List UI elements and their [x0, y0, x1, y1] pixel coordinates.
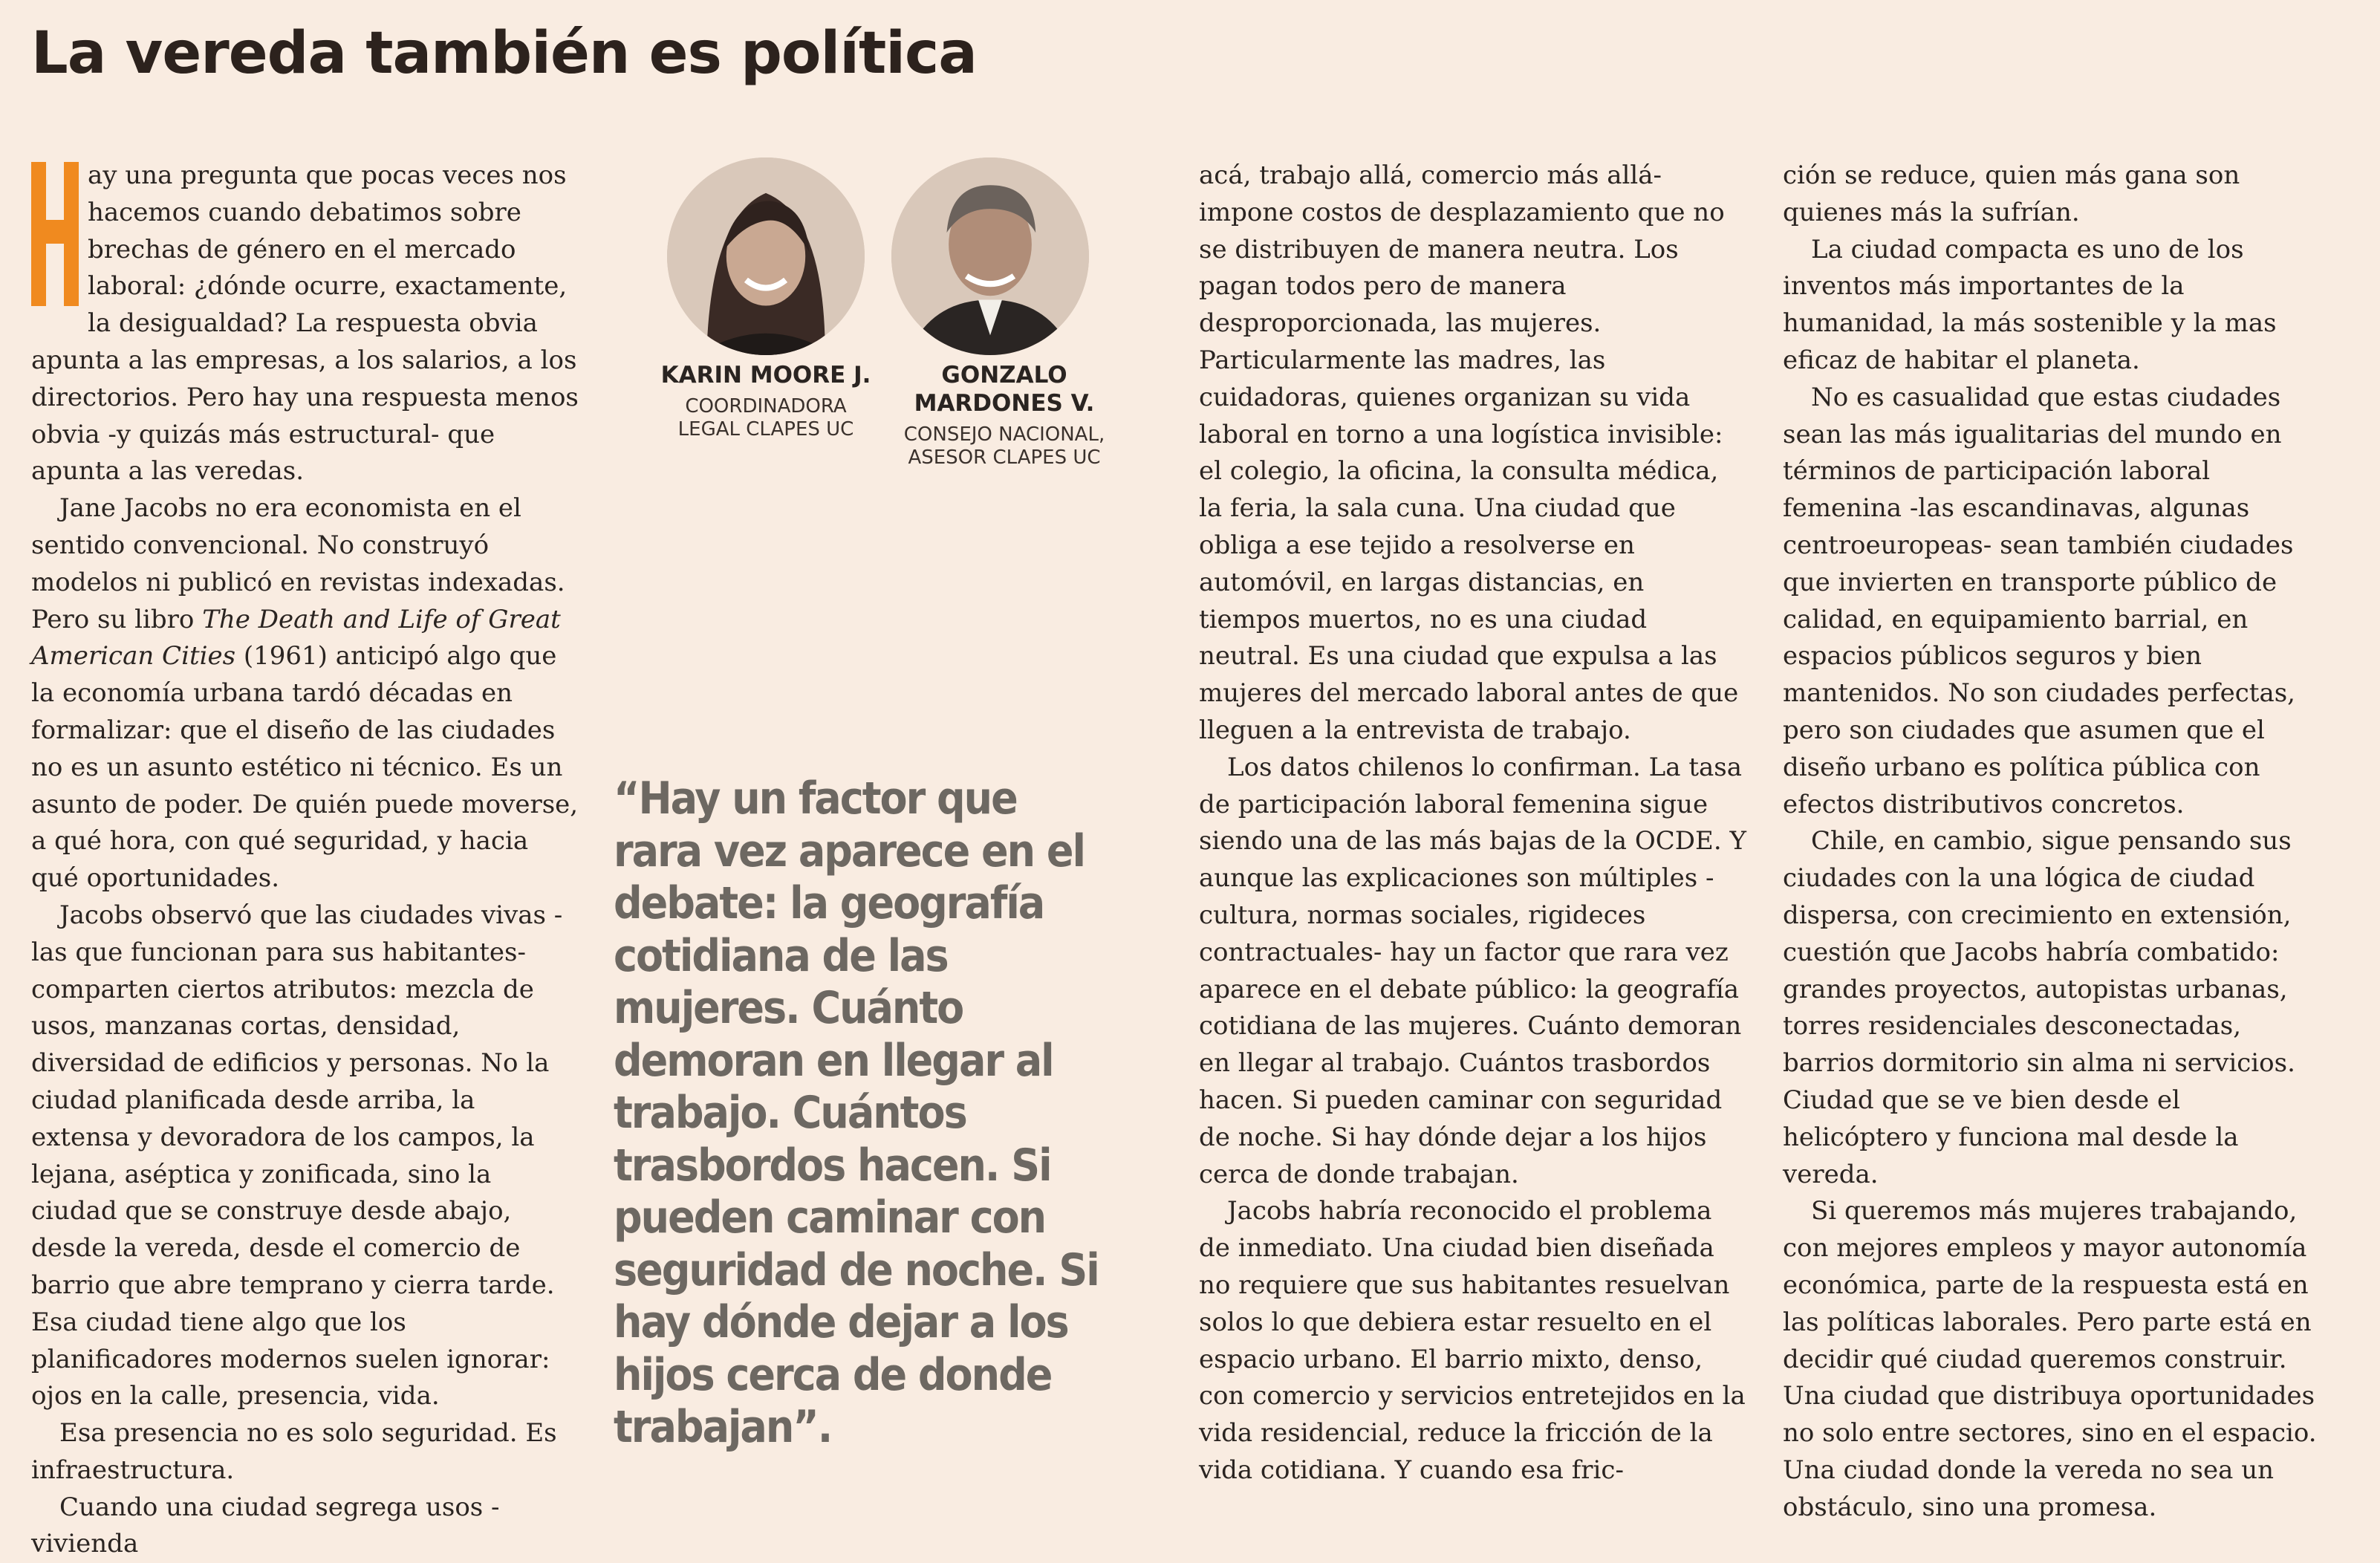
author-photo-gonzalo — [891, 157, 1089, 355]
article-column-1 — [31, 157, 581, 1563]
paragraph: acá, trabajo allá, comercio más allá- impone costos de desplazamiento que no se distribuyen de manera neutra. Los pagan todos pero de manera desproporcionada, las mujeres. Particularmente las madres, las cuidadoras, quienes organizan su vida laboral en torno a una logística invisible: el colegio, la oficina, la consulta médica, la feria, la sala cuna. Una ciudad que obliga a ese tejido a resolverse en automóvil, en largas distancias, en tiempos muertos, no es una ciudad neutral. Es una ciudad que expulsa a las mujeres del mercado laboral antes de que lleguen a la entrevista de trabajo. — [1199, 160, 1739, 745]
pull-quote: “Hay un factor que rara vez aparece en el debate: la geografía cotidiana de las mujeres. Cuánto demoran en llegar al trabajo. Cuántos trasbordos hacen. Si pueden caminar con seguridad de noche. Si hay dónde dejar a los hijos cerca de donde trabajan”. — [614, 773, 1099, 1453]
paragraph: Jane Jacobs no era economista en el sentido convencional. No construyó modelos ni publicó en revistas indexadas. Pero su libro The Death and Life of Great American Cities (1961) anticipó algo que la economía urbana tardó décadas en formalizar: que el diseño de las ciudades no es un asunto estético ni técnico. Es un asunto de poder. De quién puede moverse, a qué hora, con qué seguridad, y hacia qué oportunidades. — [31, 493, 579, 894]
article-title: La vereda también es política — [31, 20, 977, 87]
paragraph: Si queremos más mujeres trabajando, con mejores empleos y mayor autonomía económica, parte de la respuesta está en las políticas laborales. Pero parte está en decidir qué ciudad queremos construir. Una ciudad que distribuya oportunidades no solo entre sectores, sino en el espacio. Una ciudad donde la vereda no sea un obstáculo, sino una promesa. — [1783, 1196, 2317, 1522]
paragraph: ay una pregunta que pocas veces nos hacemos cuando debatimos sobre brechas de género en el mercado laboral: ¿dónde ocurre, exactamente, la desigualdad? La respuesta obvia apunta a las empresas, a los salarios, a los directorios. Pero hay una respuesta menos obvia -y quizás más estructural- que apunta a las veredas. — [31, 160, 579, 487]
portrait-woman-icon — [667, 157, 865, 355]
author-name: GONZALO MARDONES V. — [914, 362, 1095, 417]
author-name: KARIN MOORE J. — [660, 362, 871, 389]
paragraph: Jacobs habría reconocido el problema de inmediato. Una ciudad bien diseñada no requiere que sus habitantes resuelvan solos lo que debiera estar resuelto en el espacio urbano. El barrio mixto, denso, con comercio y servicios entretejidos en la vida residencial, reduce la fricción de la vida cotidiana. Y cuando esa fric- — [1199, 1196, 1746, 1485]
book-title: The Death and Life of Great American Cities — [31, 604, 561, 672]
portrait-man-icon — [891, 157, 1089, 355]
dropcap — [31, 162, 79, 306]
paragraph: Cuando una ciudad segrega usos -vivienda — [31, 1492, 500, 1559]
paragraph: Jacobs observó que las ciudades vivas -las que funcionan para sus habitantes- comparten ciertos atributos: mezcla de usos, manzanas cortas, densidad, diversidad de edificios y personas. No la ciudad planificada desde arriba, la extensa y devoradora de los campos, la lejana, aséptica y zonificada, sino la ciudad que se construye desde abajo, desde la vereda, desde el comercio de barrio que abre temprano y cierra tarde. Esa ciudad tiene algo que los planificadores modernos suelen ignorar: ojos en la calle, presencia, vida. — [31, 900, 563, 1411]
author-karin — [646, 361, 885, 441]
paragraph: Los datos chilenos lo confirman. La tasa de participación laboral femenina sigue siendo una de las más bajas de la OCDE. Y aunque las explicaciones son múltiples -cultura, normas sociales, rigideces contractuales- hay un factor que rara vez aparece en el debate público: la geografía cotidiana de las mujeres. Cuánto demoran en llegar al trabajo. Cuántos trasbordos hacen. Si pueden caminar con seguridad de noche. Si hay dónde dejar a los hijos cerca de donde trabajan. — [1199, 752, 1746, 1189]
author-photo-karin — [667, 157, 865, 355]
paragraph: La ciudad compacta es uno de los inventos más importantes de la humanidad, la más sostenible y la mas eficaz de habitar el planeta. — [1783, 234, 2277, 375]
paragraph: Esa presencia no es solo seguridad. Es infraestructura. — [31, 1418, 557, 1485]
paragraph: Chile, en cambio, sigue pensando sus ciudades con la una lógica de ciudad dispersa, con crecimiento en extensión, cuestión que Jacobs habría combatido: grandes proyectos, autopistas urbanas, torres residenciales desconectadas, barrios dormitorio sin alma ni servicios. Ciudad que se ve bien desde el helicóptero y funciona mal desde la vereda. — [1783, 826, 2295, 1189]
paragraph: ción se reduce, quien más gana son quienes más la sufrían. — [1783, 160, 2240, 227]
author-gonzalo — [884, 361, 1125, 469]
author-role: CONSEJO NACIONAL, ASESOR CLAPES UC — [903, 423, 1105, 469]
author-role: COORDINADORA LEGAL CLAPES UC — [677, 395, 854, 441]
paragraph: No es casualidad que estas ciudades sean las más igualitarias del mundo en términos de participación laboral femenina -las escandinavas, algunas centroeuropeas- sean también ciudades que invierten en transporte público de calidad, en equipamiento barrial, en espacios públicos seguros y bien mantenidos. No son ciudades perfectas, pero son ciudades que asumen que el diseño urbano es política pública con efectos distributivos concretos. — [1783, 382, 2295, 819]
article-column-4 — [1783, 157, 2332, 1526]
article-column-3 — [1199, 157, 1749, 1489]
